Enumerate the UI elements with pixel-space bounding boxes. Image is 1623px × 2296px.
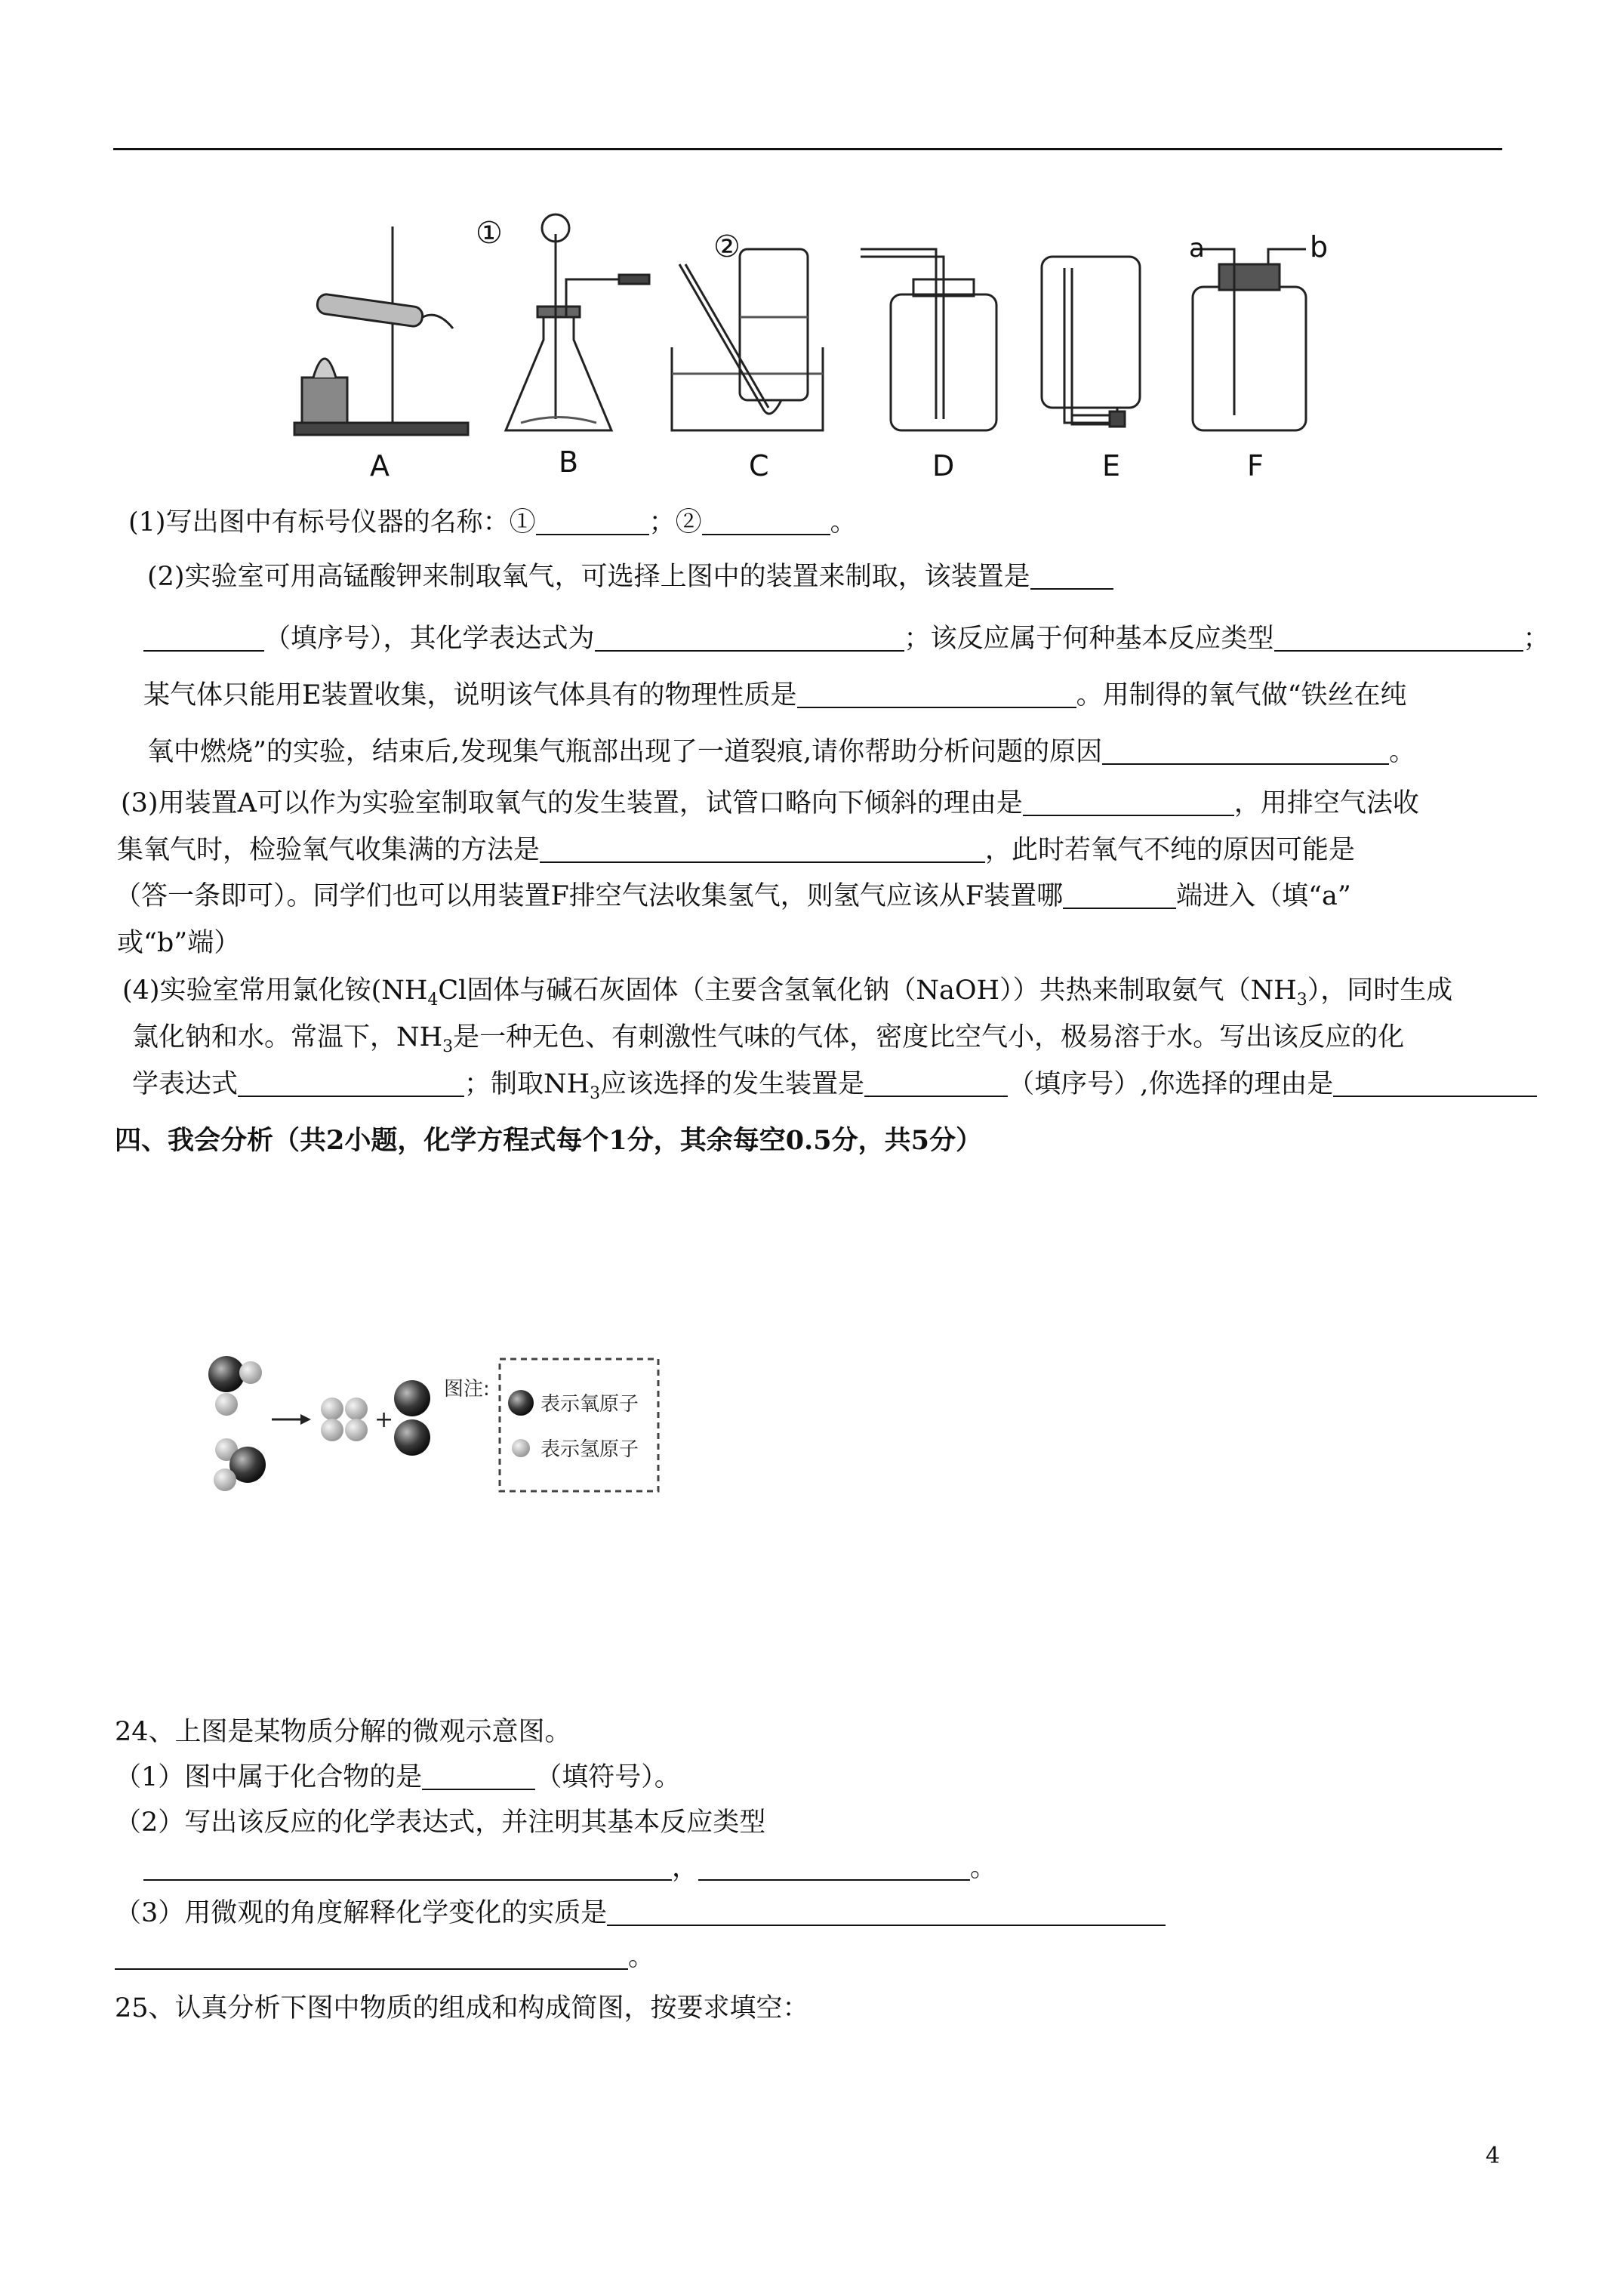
- answer-blank[interactable]: [1102, 735, 1389, 765]
- label-f: F: [1247, 449, 1264, 482]
- answer-blank[interactable]: [1274, 621, 1523, 652]
- q-line-3: （填序号），其化学表达式为 ；该反应属于何种基本反应类型 ；: [143, 621, 1550, 657]
- q-line-6: (3)用装置A可以作为实验室制取氧气的发生装置，试管口略向下倾斜的理由是 ，用排空气法收: [121, 785, 1419, 821]
- q-line-8: （答一条即可）。同学们也可以用装置F排空气法收集氢气，则氢气应该从F装置哪 端进入（填“a”: [115, 878, 1351, 914]
- answer-blank[interactable]: [1063, 879, 1176, 909]
- port-a: a: [1189, 233, 1205, 264]
- answer-blank[interactable]: [143, 621, 264, 652]
- answer-blank[interactable]: [115, 1940, 628, 1970]
- page-number: 4: [1486, 2143, 1501, 2169]
- q-line-9: 或“b”端）: [117, 928, 241, 958]
- section-4-title: 四、我会分析（共2小题，化学方程式每个1分，其余每空0.5分，共5分）: [115, 1125, 982, 1156]
- apparatus-figure: [287, 204, 1344, 483]
- answer-blank[interactable]: [702, 505, 830, 535]
- hydrogen-atom: [345, 1398, 368, 1420]
- header-rule: [113, 148, 1502, 150]
- answer-blank[interactable]: [540, 833, 985, 863]
- q24-part3: （3）用微观的角度解释化学变化的实质是: [115, 1895, 1166, 1931]
- q-line-4: 某气体只能用E装置收集，说明该气体具有的物理性质是 。用制得的氧气做“铁丝在纯: [143, 677, 1406, 713]
- hydrogen-atom: [215, 1393, 238, 1416]
- label-e: E: [1102, 449, 1121, 482]
- label-b: B: [559, 445, 579, 479]
- marker-2: ②: [713, 230, 741, 264]
- legend-hydrogen-icon: [512, 1439, 530, 1457]
- answer-blank[interactable]: [698, 1851, 970, 1881]
- answer-blank[interactable]: [238, 1067, 464, 1097]
- q-line-1: (1)写出图中有标号仪器的名称：① ；② 。: [128, 504, 857, 541]
- oxygen-atom: [394, 1419, 430, 1456]
- hydrogen-atom: [239, 1361, 262, 1384]
- molecule-diagram: [204, 1344, 664, 1510]
- answer-blank[interactable]: [143, 1851, 672, 1881]
- q24-part1: （1）图中属于化合物的是 （填符号）。: [115, 1759, 681, 1795]
- apparatus-e: [1042, 257, 1140, 427]
- legend-title: 图注:: [444, 1378, 490, 1401]
- apparatus-b: [506, 214, 649, 430]
- q-line-5: 氧中燃烧”的实验，结束后,发现集气瓶部出现了一道裂痕,请你帮助分析问题的原因 。: [147, 734, 1415, 770]
- q24-part2-answer: ， 。: [143, 1850, 996, 1886]
- hydrogen-atom: [321, 1398, 343, 1420]
- q-line-10: (4)实验室常用氯化铵($NH_4Cl$固体与碱石灰固体（主要含氢氧化钠（NaOH））共热来制取氨气$(NH_3)$，同时生成: [122, 975, 1453, 1009]
- hydrogen-atom: [214, 1469, 236, 1491]
- oxygen-atom: [208, 1356, 245, 1392]
- port-b: b: [1310, 230, 1329, 264]
- q-line-7: 集氧气时，检验氧气收集满的方法是 ，此时若氧气不纯的原因可能是: [117, 832, 1355, 868]
- oxygen-atom: [394, 1380, 430, 1416]
- apparatus-d: [861, 249, 996, 430]
- answer-blank[interactable]: [536, 505, 649, 535]
- answer-blank[interactable]: [1333, 1067, 1537, 1097]
- hydrogen-atom: [321, 1419, 343, 1441]
- answer-blank[interactable]: [422, 1760, 535, 1790]
- legend-hydrogen-label: 表示氢原子: [540, 1438, 639, 1461]
- apparatus-f: [1193, 249, 1306, 430]
- answer-blank[interactable]: [864, 1067, 1008, 1097]
- label-d: D: [932, 449, 955, 482]
- legend-oxygen-icon: [508, 1390, 534, 1416]
- q24-part3-answer: 。: [115, 1939, 654, 1975]
- label-c: C: [749, 449, 769, 482]
- marker-1: ①: [476, 216, 503, 251]
- q-line-12: 学表达式 ；制取$NH_3$应该选择的发生装置是 （填序号）,你选择的理由是: [132, 1066, 1537, 1112]
- apparatus-a: [294, 227, 468, 435]
- q-line-11: 氯化钠和水。常温下，$NH_3$是一种无色、有刺激性气味的气体，密度比空气小，极易溶于水。写出该反应的化: [132, 1022, 1405, 1056]
- q24-part2: （2）写出该反应的化学表达式，并注明其基本反应类型: [115, 1808, 766, 1838]
- apparatus-c: [672, 249, 823, 430]
- answer-blank[interactable]: [797, 678, 1076, 708]
- q-line-2: (2)实验室可用高锰酸钾来制取氧气，可选择上图中的装置来制取，该装置是: [147, 559, 1113, 595]
- q24-intro: 24、上图是某物质分解的微观示意图。: [115, 1717, 571, 1747]
- answer-blank[interactable]: [595, 621, 904, 652]
- plus-sign: +: [374, 1407, 394, 1433]
- q25-intro: 25、认真分析下图中物质的组成和构成简图，按要求填空：: [115, 1993, 809, 2023]
- answer-blank[interactable]: [1023, 786, 1234, 816]
- legend-box: [500, 1359, 658, 1491]
- answer-blank[interactable]: [607, 1896, 1166, 1926]
- hydrogen-atom: [345, 1419, 368, 1441]
- label-a: A: [370, 449, 390, 482]
- answer-blank[interactable]: [1030, 559, 1113, 590]
- legend-oxygen-label: 表示氧原子: [540, 1393, 639, 1416]
